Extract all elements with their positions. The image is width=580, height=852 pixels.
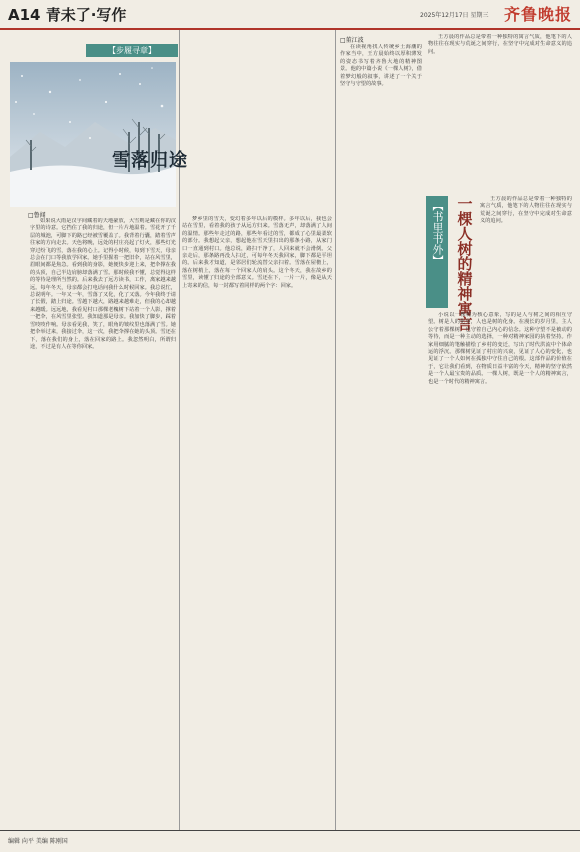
article-author: □鲁闻	[28, 212, 46, 219]
article-title: 雪落归途	[112, 150, 188, 171]
review-title-text: 一棵人树的精神寓言	[455, 196, 474, 331]
article-paragraph: 梦乡里的雪天，变幻着多年以后的模样。多年以后，我也会站在雪里，看着我的孩子从远方归来。雪落无声，却落满了人间的温情。那些年走过的路，那些年看过的雪，都成了心里最柔软的部分。我想起父亲，想起他在雪天里扫出的那条小路，从家门口一直通到村口。他总说，路扫干净了，人回来就不会滑倒。父亲走后，那条路再没人扫过，可每年冬天我回家，脚下都是平坦的。后来我才知道，是邻居们轮流替父亲扫着。雪落在屋檐上，落在树梢上，落在每一个回家人的肩头。这个冬天，我在故乡的雪里，读懂了归途的全部意义。雪还在下，一片一片，像是从天上寄来的信，每一封都写着同样的两个字：回家。	[182, 216, 332, 289]
column-banner: 【步履寻章】	[86, 44, 178, 57]
review-author: □董江波	[340, 37, 364, 44]
column-banner-vertical	[426, 196, 448, 308]
page-section-title: A14 青未了·写作	[8, 6, 127, 24]
page-credits: 编辑 向平 美编 陈刚国	[8, 838, 68, 845]
review-body-top	[428, 34, 572, 192]
article-body-continued	[182, 216, 332, 826]
newspaper-logo: 齐鲁晚报	[504, 5, 573, 24]
article-paragraph: 如果说大雨是汉字间藏着的天地豪放，大雪则是藏在你的汉字里的诗意。它挡住了我的归途，但一片片地温着。雪花开了千层的城池，可脚下的路已经被雪覆盖了。我背着行囊，踏着雪声往家的方向走去。天色将晚，远处的村庄亮起了灯火，那些灯光穿过纷飞的雪，落在我的心上。记得小时候，每到下雪天，母亲总会在门口等我放学回家。她手里握着一把旧伞，站在风雪里，眉眼间都是焦急。看到我的身影，她便快步迎上来，把伞撑在我的头顶，自己半边肩膀却落满了雪。那时候我不懂，总觉得这样的等待是理所当然的。后来我去了远方读书，工作，离家越来越远。每年冬天，母亲都会打电话问我什么时候回家。我总说忙，总说明年。一年又一年，雪落了又化，化了又落。今年我终于请了长假，踏上归途。雪越下越大，路越来越难走，但我的心却越来越暖。远远地，我看见村口那棵老槐树下站着一个人影，撑着一把伞，在风雪里张望。我知道那是母亲。我加快了脚步，踩着雪吱吱作响。母亲看见我，笑了，眼角的皱纹里也落满了雪。她把伞举过来，我接过伞，这一次，我把伞撑在她的头顶。雪还在下，落在我们的身上，落在回家的路上。我忽然明白，所谓归途，不过是有人在等你回家。	[30, 218, 176, 350]
column-divider	[335, 30, 336, 830]
review-body	[340, 44, 422, 826]
article-body	[30, 218, 176, 826]
dateline: 2025年12月17日 星期三	[420, 12, 489, 19]
review-paragraph: 在读视角找人传统乡土海潮的作家当中，王方晨始终以厚积薄发的姿态书写着齐鲁大地的精神图景。他的中篇小说《一棵人树》，借着梦幻般的叙事，讲述了一个关于坚守与守望的故事。	[340, 44, 422, 88]
review-paragraph: 小说以一棵树为核心意象，写的是人与树之间的相互守望。树是人的化身，人也是树的化身。在漫长的岁月里，主人公守着那棵树，也守着自己内心的信念。这种守望不是被动的等待，而是一种主动的选择，一种对精神家园的执着坚持。作家用细腻的笔触描绘了乡村的变迁，写出了时代洪流中个体命运的浮沉。那棵树见证了村庄的兴衰，见证了人心的变化，也见证了一个人如何在孤独中守住自己的根。这部作品的价值在于，它让我们看到，在物质日益丰富的今天，精神的坚守依然是一个人最宝贵的品质。一棵人树，既是一个人的精神寓言，也是一个时代的精神寓言。	[428, 312, 572, 385]
footer-rule	[0, 830, 580, 831]
review-body-bottom	[428, 312, 572, 826]
column-banner-text: 【书里书外】	[431, 200, 444, 266]
review-body-side	[480, 196, 572, 308]
review-title	[452, 196, 476, 331]
review-paragraph: 王方晨的作品总是带着一种独特的寓言气质，他笔下的人物往往在现实与荒诞之间穿行，在坚守中完成对生命意义的追问。	[428, 34, 572, 55]
page-header	[0, 0, 580, 30]
snow-landscape-illustration	[10, 62, 176, 207]
review-paragraph: 王方晨的作品总是带着一种独特的寓言气质，他笔下的人物往往在现实与荒诞之间穿行，在坚守中完成对生命意义的追问。	[480, 196, 572, 225]
